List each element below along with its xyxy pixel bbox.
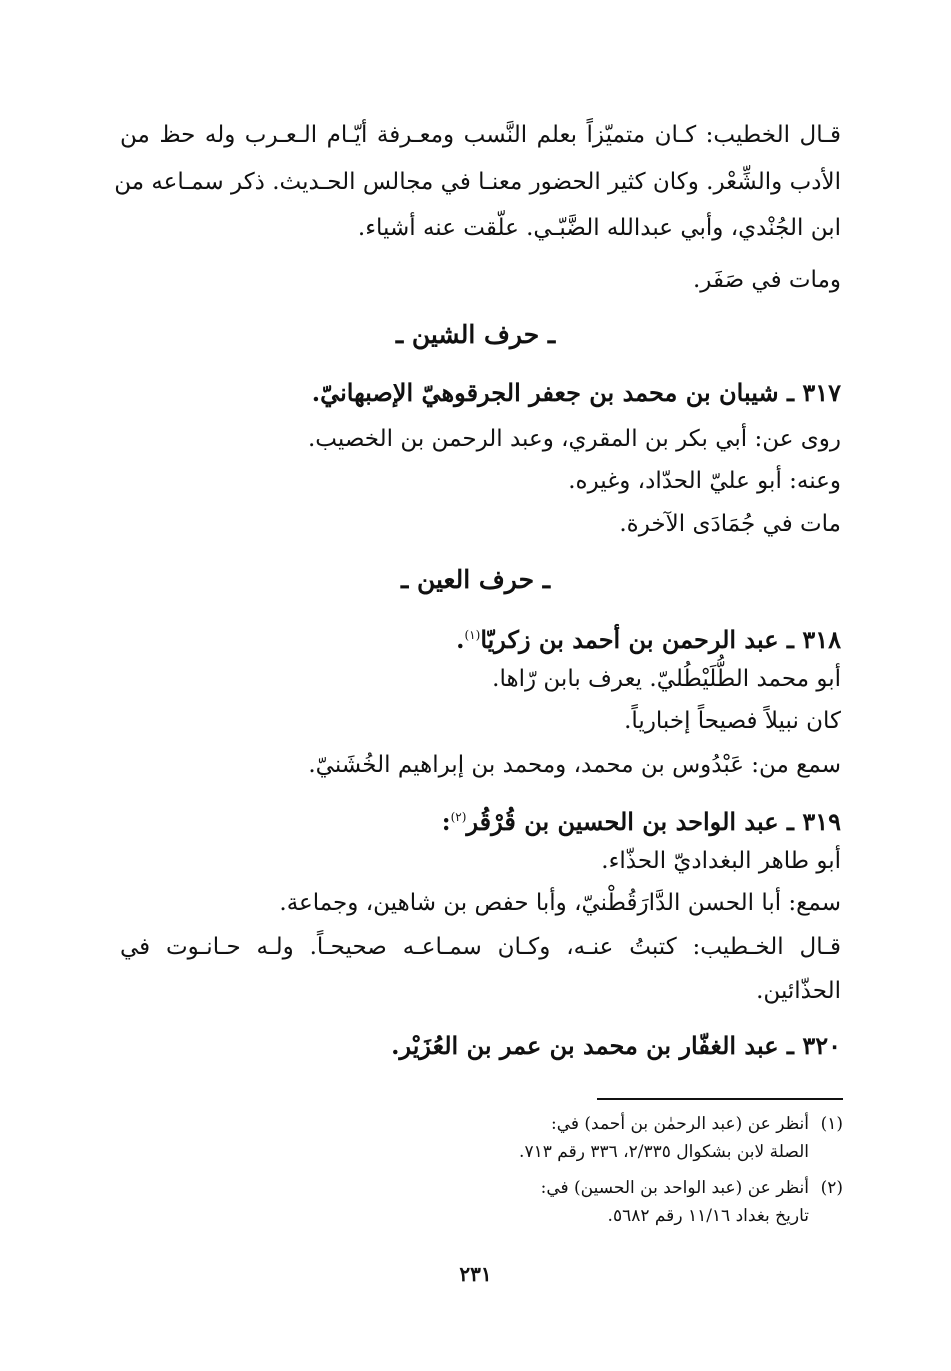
paragraph-line: ومات في صَفَر.	[692, 267, 841, 293]
footnote-1-number: (١)	[820, 1114, 843, 1134]
page-number: ٢٣١	[459, 1262, 492, 1286]
footnote-marker-2: (٢)	[450, 810, 467, 824]
footnote-2-number: (٢)	[820, 1178, 843, 1198]
entry-318-title-end: .	[456, 625, 465, 654]
footnote-marker-1: (١)	[464, 628, 481, 642]
footnote-1	[120, 1112, 843, 1136]
footnote-1-reference: الصلة لابن بشكوال ٢/٣٣٥، ٣٣٦ رقم ٧١٣.	[519, 1142, 809, 1162]
entry-318-title-text: ٣١٨ ـ عبد الرحمن بن أحمد بن زكريّا	[480, 625, 841, 654]
entry-317-title: ٣١٧ ـ شيبان بن محمد بن جعفر الجرقوهيّ الإصبهانيّ.	[311, 378, 841, 407]
entry-318-line: كان نبيلاً فصيحاً إخبارياً.	[624, 708, 841, 734]
entry-318-title	[120, 619, 841, 656]
footnote-2	[120, 1176, 843, 1200]
footnote-2-reference: تاريخ بغداد ١١/١٦ رقم ٥٦٨٢.	[607, 1206, 809, 1226]
entry-318-line: أبو محمد الطُّلَيْطُليّ. يعرف بابن رّاها.	[492, 666, 841, 692]
footnote-2-line: أنظر عن (عبد الواحد بن الحسين) في:	[540, 1178, 809, 1198]
entry-318-line: سمع من: عَبْدُوس بن محمد، ومحمد بن إبراهيم الخُشَنيّ.	[308, 752, 841, 778]
entry-319-line: الحذّائين.	[756, 978, 841, 1004]
entry-317-line: وعنه: أبو عليّ الحدّاد، وغيره.	[568, 468, 841, 494]
paragraph-line: قـال الخطيب: كـان متميّزاً بعلم النَّسب ومعـرفة أيّـام الـعـرب وله حظ من	[120, 122, 841, 148]
entry-319-title	[120, 801, 841, 838]
entry-320-title: ٣٢٠ ـ عبد الغفّار بن محمد بن عمر بن العُزَيْر.	[391, 1031, 841, 1060]
entry-319-title-text: ٣١٩ ـ عبد الواحد بن الحسين بن قُرْقُر	[466, 807, 841, 836]
section-heading-ain: ـ حرف العين ـ	[400, 565, 551, 594]
entry-317-line: روى عن: أبي بكر بن المقري، وعبد الرحمن بن الخصيب.	[308, 426, 841, 452]
entry-319-line: قـال الخـطيب: كتبتُ عنـه، وكـان سمـاعـه صحيحـاً. ولـه حـانـوت في	[120, 934, 841, 960]
footnote-divider	[597, 1098, 843, 1100]
entry-319-line: سمع: أبا الحسن الدَّارَقُطْنيّ، وأبا حفص بن شاهين، وجماعة.	[279, 890, 841, 916]
entry-317-line: مات في جُمَادَى الآخرة.	[619, 511, 841, 537]
entry-319-line: أبو طاهر البغداديّ الحذّاء.	[601, 848, 841, 874]
section-heading-shin: ـ حرف الشين ـ	[395, 320, 556, 349]
paragraph-line: ابن الجُنْدي، وأبي عبدالله الضَّبّـي. علّقت عنه أشياء.	[357, 215, 841, 241]
footnote-1-line: أنظر عن (عبد الرحمٰن بن أحمد) في:	[551, 1114, 809, 1134]
entry-319-title-end: :	[441, 807, 451, 836]
paragraph-line: الأدب والشِّعْر. وكان كثير الحضور معنـا في مجالس الحـديث. ذكر سمـاعه من	[114, 169, 841, 195]
